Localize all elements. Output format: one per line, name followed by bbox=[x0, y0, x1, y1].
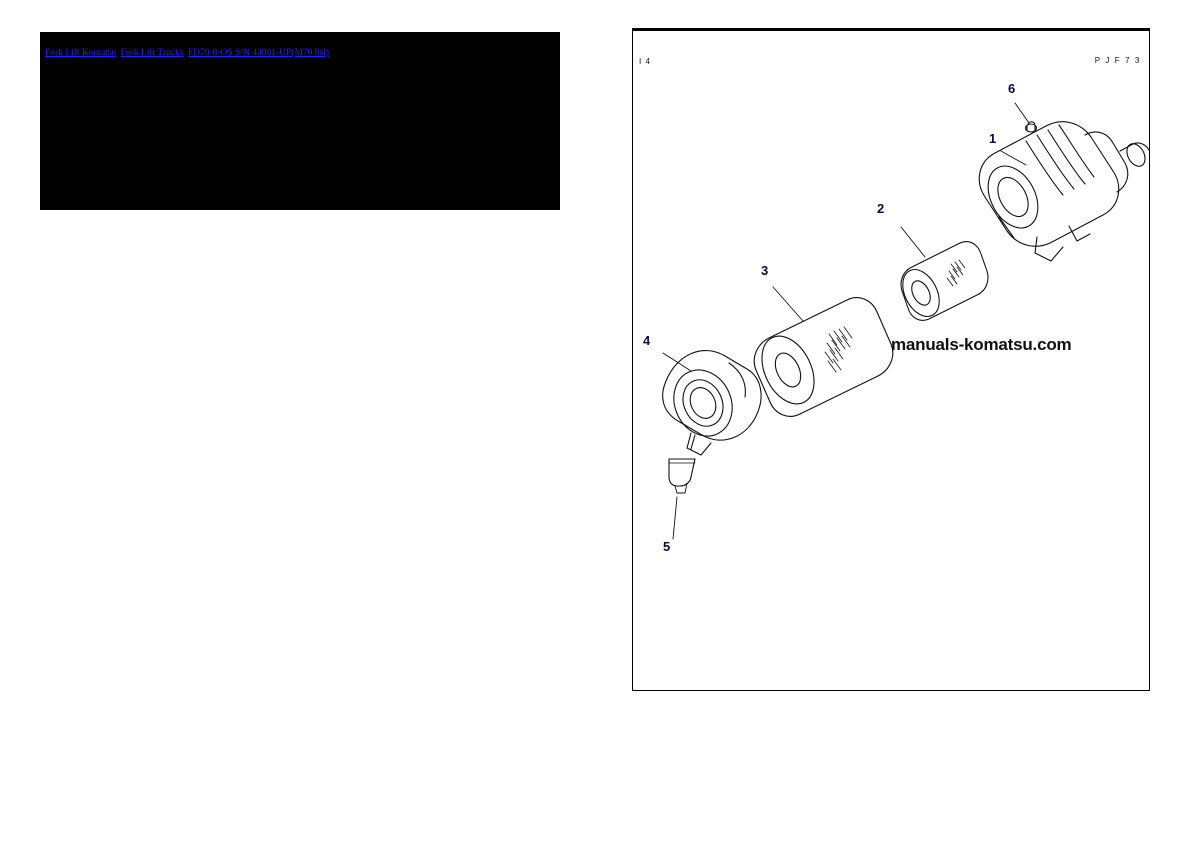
callout-6: 6 bbox=[1008, 81, 1016, 96]
part-4-end-cover bbox=[663, 351, 761, 455]
breadcrumb-item-3[interactable]: FD70-8-OS S/N 44801-UP(M70 8sl) bbox=[187, 48, 330, 58]
part-2-inner-element bbox=[895, 242, 988, 323]
watermark: manuals-komatsu.com bbox=[891, 335, 1072, 354]
callout-5: 5 bbox=[663, 539, 671, 554]
callout-1: 1 bbox=[989, 131, 997, 146]
parts-diagram-page bbox=[632, 28, 1150, 691]
breadcrumb-item-1[interactable]: Fork Lift Komatsu bbox=[45, 48, 117, 58]
breadcrumb-item-2[interactable]: Fork Lift Trucks bbox=[120, 48, 184, 58]
page-code-right: P J F 7 3 bbox=[1094, 56, 1141, 65]
part-6-cap-nut bbox=[1026, 122, 1037, 132]
air-cleaner-assembly-drawing bbox=[633, 31, 1149, 692]
callout-2: 2 bbox=[877, 201, 885, 216]
part-3-outer-element bbox=[752, 298, 893, 417]
breadcrumb bbox=[45, 48, 329, 59]
callout-4: 4 bbox=[643, 333, 651, 348]
page-code-left: I 4 bbox=[639, 57, 651, 66]
breadcrumb-panel bbox=[40, 32, 560, 210]
part-1-air-cleaner-body bbox=[978, 122, 1149, 261]
part-5-dust-valve bbox=[669, 459, 695, 493]
callout-3: 3 bbox=[761, 263, 769, 278]
